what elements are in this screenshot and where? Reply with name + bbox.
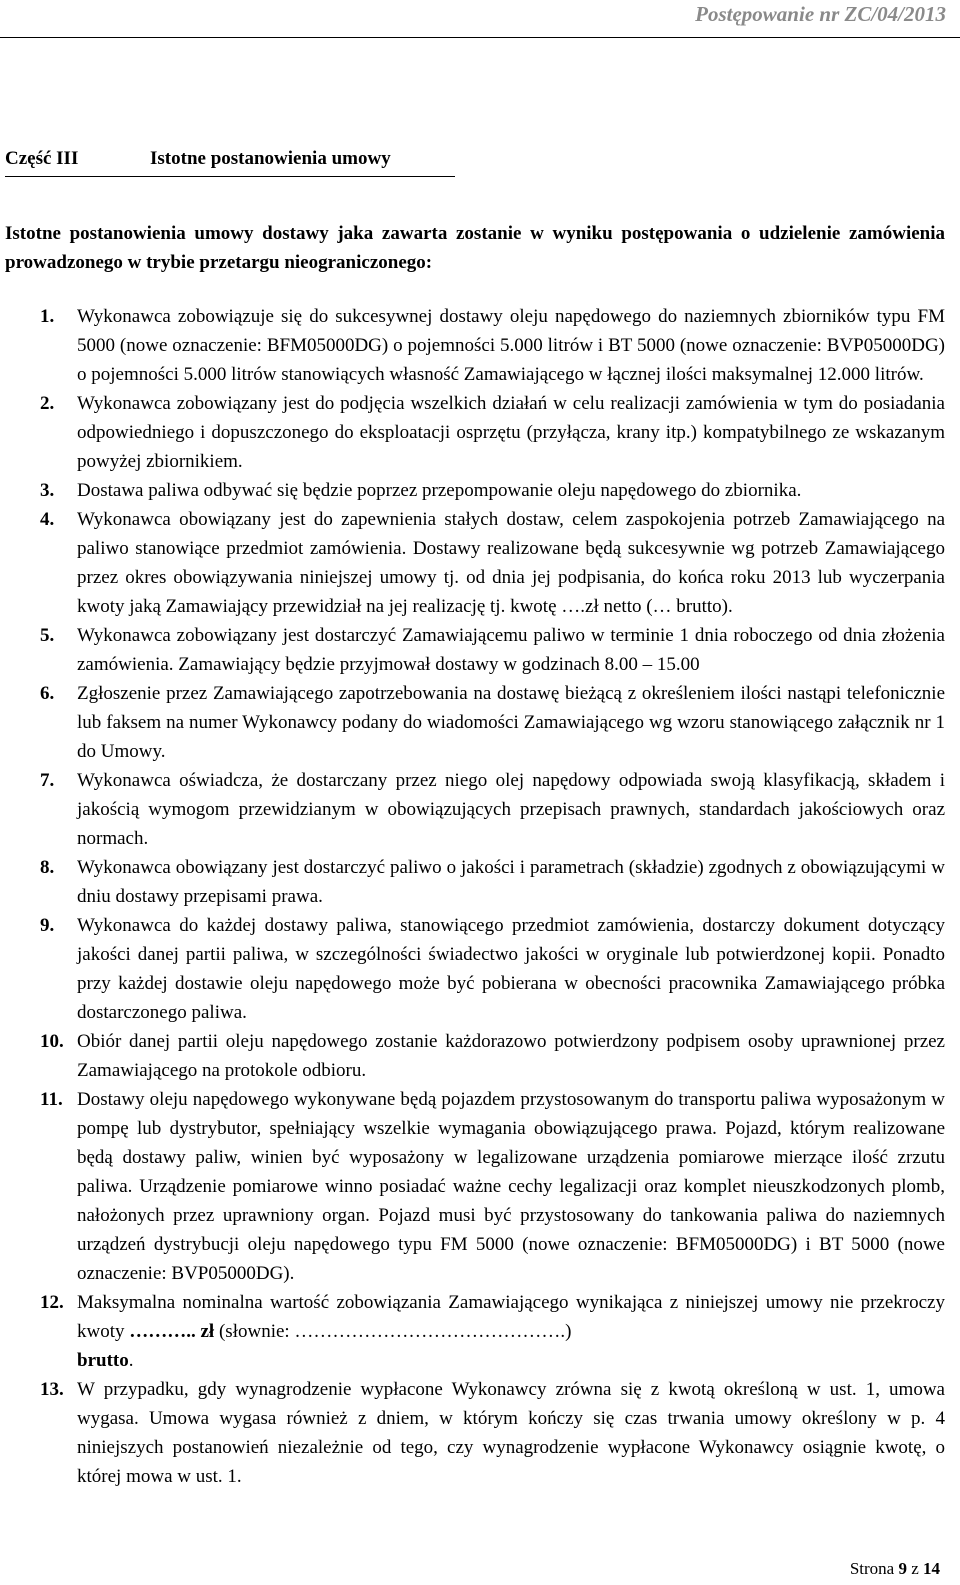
clause-1 — [40, 302, 945, 389]
amount-placeholder: ……….. zł — [129, 1321, 215, 1342]
clause-text: Wykonawca obowiązany jest do zapewnienia stałych dostaw, celem zaspokojenia potrzeb Zamawiającego na paliwo stanowiące przedmiot zamówienia. Dostawy realizowane będą sukcesywnie wg potrzeb Zamawiającego przez okres obowiązywania niniejszej umowy tj. od dnia jej podpisania, do końca roku 2013 lub wyczerpania kwoty jaką Zamawiający przewidział na jej realizację tj. kwotę ….zł netto (… brutto). — [77, 509, 945, 617]
clause-text: W przypadku, gdy wynagrodzenie wypłacone Wykonawcy zrówna się z kwotą określoną w ust. 1, umowa wygasa. Umowa wygasa również z dniem, w którym kończy się czas trwania umowy określony w p. 4 niniejszych postanowień niezależnie od tego, czy wynagrodzenie wypłacone Wykonawcy osiągnie kwotę, o której mowa w ust. 1. — [77, 1379, 945, 1487]
part-heading — [5, 146, 455, 177]
clause-number: 4. — [40, 509, 55, 530]
clause-7 — [40, 766, 945, 853]
clause-text-end: . — [128, 1350, 134, 1371]
clause-list — [40, 302, 945, 1491]
clause-text: Wykonawca zobowiązuje się do sukcesywnej dostawy oleju napędowego do naziemnych zbiorników typu FM 5000 (nowe oznaczenie: BFM05000DG) o pojemności 5.000 litrów i BT 5000 (nowe oznaczenie: BVP05000DG) o pojemności 5.000 litrów stanowiących własność Zamawiającego w łącznej ilości maksymalnej 12.000 litrów. — [77, 306, 945, 385]
clause-3 — [40, 476, 945, 505]
clause-number: 8. — [40, 857, 55, 878]
clause-text: Wykonawca zobowiązany jest dostarczyć Zamawiającemu paliwo w terminie 1 dnia roboczego od dnia złożenia zamówienia. Zamawiający będzie przyjmował dostawy w godzinach 8.00 – 15.00 — [77, 625, 945, 675]
clause-13 — [40, 1375, 945, 1491]
page-footer — [850, 1559, 940, 1579]
clause-text: Wykonawca obowiązany jest dostarczyć paliwo o jakości i parametrach (składzie) zgodnych z obowiązującymi w dniu dostawy przepisami prawa. — [77, 857, 945, 907]
clause-5 — [40, 621, 945, 679]
clause-text-words: (słownie: …………………………………….) — [214, 1321, 572, 1342]
clause-number: 6. — [40, 683, 55, 704]
part-number: Część III — [5, 148, 79, 169]
clause-number: 2. — [40, 393, 55, 414]
clause-text: Dostawa paliwa odbywać się będzie poprzez przepompowanie oleju napędowego do zbiornika. — [77, 480, 802, 501]
clause-text: Maksymalna nominalna wartość zobowiązania Zamawiającego wynikająca z niniejszej umowy nie przekroczy kwoty — [77, 1292, 945, 1342]
clause-number: 12. — [40, 1292, 64, 1313]
header-rule — [0, 37, 960, 38]
clause-text: Dostawy oleju napędowego wykonywane będą pojazdem przystosowanym do transportu paliwa wyposażonym w pompę lub dystrybutor, spełniający wszelkie wymagania obowiązującego prawa. Pojazd, którym realizowane będą dostawy paliw, winien być wyposażony w legalizowane urządzenia pomiarowe mierzące ilość zrzutu paliwa. Urządzenie pomiarowe winno posiadać ważne cechy legalizacji oraz komplet nieuszkodzonych plomb, nałożonych przez uprawniony organ. Pojazd musi być przystosowany do tankowania paliwa do naziemnych urządzeń dystrybucji oleju napędowego typu FM 5000 (nowe oznaczenie: BFM05000DG) i BT 5000 (nowe oznaczenie: BVP05000DG). — [77, 1089, 945, 1284]
clause-10 — [40, 1027, 945, 1085]
header-title: Postępowanie nr ZC/04/2013 — [695, 2, 946, 26]
clause-2 — [40, 389, 945, 476]
clause-number: 7. — [40, 770, 55, 791]
clause-number: 5. — [40, 625, 55, 646]
intro-paragraph: Istotne postanowienia umowy dostawy jaka zawarta zostanie w wyniku postępowania o udzielenie zamówienia prowadzonego w trybie przetargu nieograniczonego: — [5, 223, 945, 273]
clause-text: Obiór danej partii oleju napędowego zostanie każdorazowo potwierdzony podpisem osoby uprawnionej przez Zamawiającego na protokole odbioru. — [77, 1031, 945, 1081]
clause-number: 13. — [40, 1379, 64, 1400]
clause-number: 3. — [40, 480, 55, 501]
clause-9 — [40, 911, 945, 1027]
clause-number: 9. — [40, 915, 55, 936]
clause-text: Wykonawca oświadcza, że dostarczany przez niego olej napędowy odpowiada swoją klasyfikacją, składem i jakością wymogom przewidzianym w obowiązujących przepisach prawnych, standardach jakościowych oraz normach. — [77, 770, 945, 849]
clause-8 — [40, 853, 945, 911]
clause-text: Wykonawca do każdej dostawy paliwa, stanowiącego przedmiot zamówienia, dostarczy dokument dotyczący jakości danej partii paliwa, w szczególności świadectwo jakości w oryginale lub potwierdzonej kopii. Ponadto przy każdej dostawie oleju napędowego może być pobierana w obecności pracownika Zamawiającego próbka dostarczonego paliwa. — [77, 915, 945, 1023]
clause-text: Zgłoszenie przez Zamawiającego zapotrzebowania na dostawę bieżącą z określeniem ilości nastąpi telefonicznie lub faksem na numer Wykonawcy podany do wiadomości Zamawiającego wg wzoru stanowiącego załącznik nr 1 do Umowy. — [77, 683, 945, 762]
page-number: 9 — [898, 1559, 907, 1578]
clause-12 — [40, 1288, 945, 1375]
clause-6 — [40, 679, 945, 766]
page-label: Strona — [849, 1559, 895, 1578]
clause-number: 11. — [40, 1089, 63, 1110]
clause-text: Wykonawca zobowiązany jest do podjęcia wszelkich działań w celu realizacji zamówienia w tym do posiadania odpowiedniego i dopuszczonego do eksploatacji osprzętu (przyłącza, krany itp.) kompatybilnego ze wskazanym powyżej zbiornikiem. — [77, 393, 945, 472]
clause-number: 1. — [40, 306, 55, 327]
clause-4 — [40, 505, 945, 621]
clause-11 — [40, 1085, 945, 1288]
page-total: 14 — [923, 1559, 940, 1578]
gross-label: brutto — [77, 1350, 129, 1371]
part-title: Istotne postanowienia umowy — [150, 148, 391, 169]
page-of-label: z — [911, 1559, 919, 1578]
clause-number: 10. — [40, 1031, 64, 1052]
